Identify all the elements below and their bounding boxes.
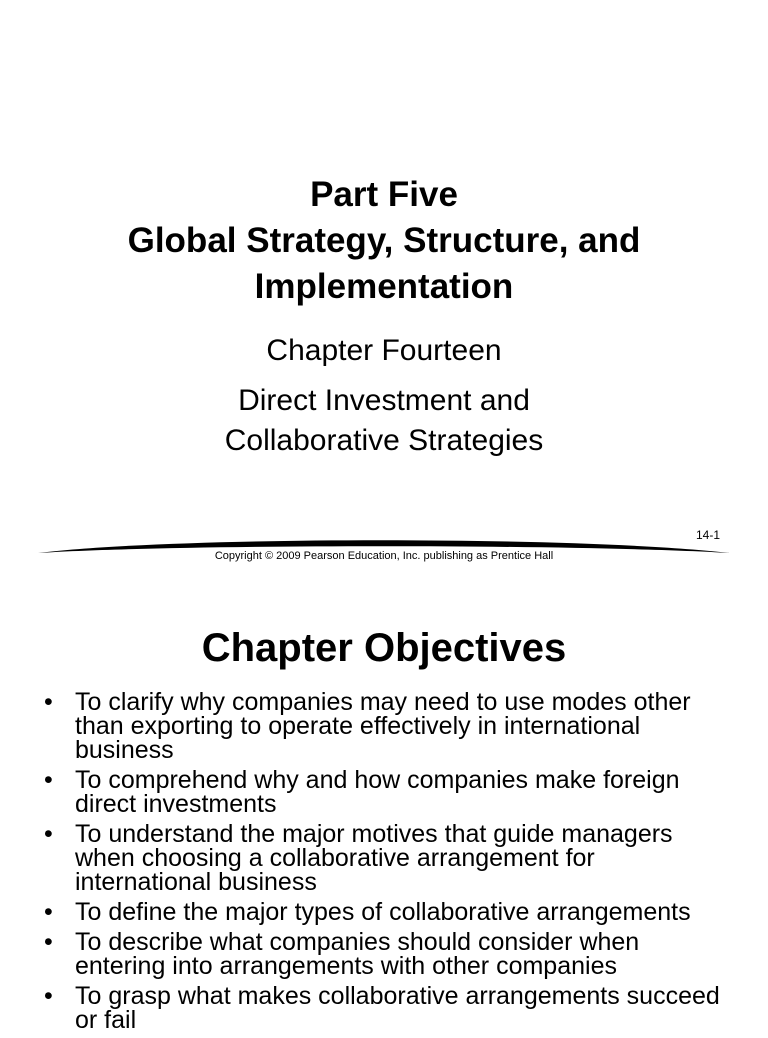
objective-text: To grasp what makes collaborative arrangements succeed or fail bbox=[75, 982, 720, 1034]
objective-text: To describe what companies should consider when entering into arrangements with other companies bbox=[75, 928, 640, 980]
page-number: 14-1 bbox=[695, 528, 720, 542]
list-item bbox=[44, 768, 734, 816]
objective-text: To comprehend why and how companies make foreign direct investments bbox=[75, 766, 680, 818]
part-title-line: Part Five bbox=[310, 175, 458, 214]
copyright-notice: Copyright © 2009 Pearson Education, Inc. publishing as Prentice Hall bbox=[214, 550, 554, 562]
chapter-title-line: Direct Investment and bbox=[238, 384, 530, 417]
objectives-list bbox=[44, 690, 734, 1038]
list-item bbox=[44, 822, 734, 894]
objectives-slide bbox=[0, 576, 768, 1034]
bullet-icon: • bbox=[44, 982, 53, 1010]
objective-text: To understand the major motives that guide managers when choosing a collaborative arrangement for international business bbox=[75, 820, 673, 896]
part-title bbox=[0, 172, 768, 310]
chapter-title bbox=[0, 381, 768, 461]
objective-text: To clarify why companies may need to use modes other than exporting to operate effectively in international business bbox=[75, 688, 691, 764]
chapter-title-line: Collaborative Strategies bbox=[224, 424, 544, 457]
bullet-icon: • bbox=[44, 820, 53, 848]
bullet-icon: • bbox=[44, 688, 53, 716]
list-item bbox=[44, 900, 734, 924]
slide-title: Chapter Objectives bbox=[201, 626, 567, 670]
part-title-line: Global Strategy, Structure, and bbox=[127, 221, 641, 260]
part-title-line: Implementation bbox=[254, 267, 514, 306]
list-item bbox=[44, 984, 734, 1032]
list-item bbox=[44, 690, 734, 762]
bullet-icon: • bbox=[44, 766, 53, 794]
chapter-number: Chapter Fourteen bbox=[266, 334, 502, 367]
bullet-icon: • bbox=[44, 928, 53, 956]
list-item bbox=[44, 930, 734, 978]
bullet-icon: • bbox=[44, 898, 53, 926]
objective-text: To define the major types of collaborative arrangements bbox=[75, 898, 691, 926]
